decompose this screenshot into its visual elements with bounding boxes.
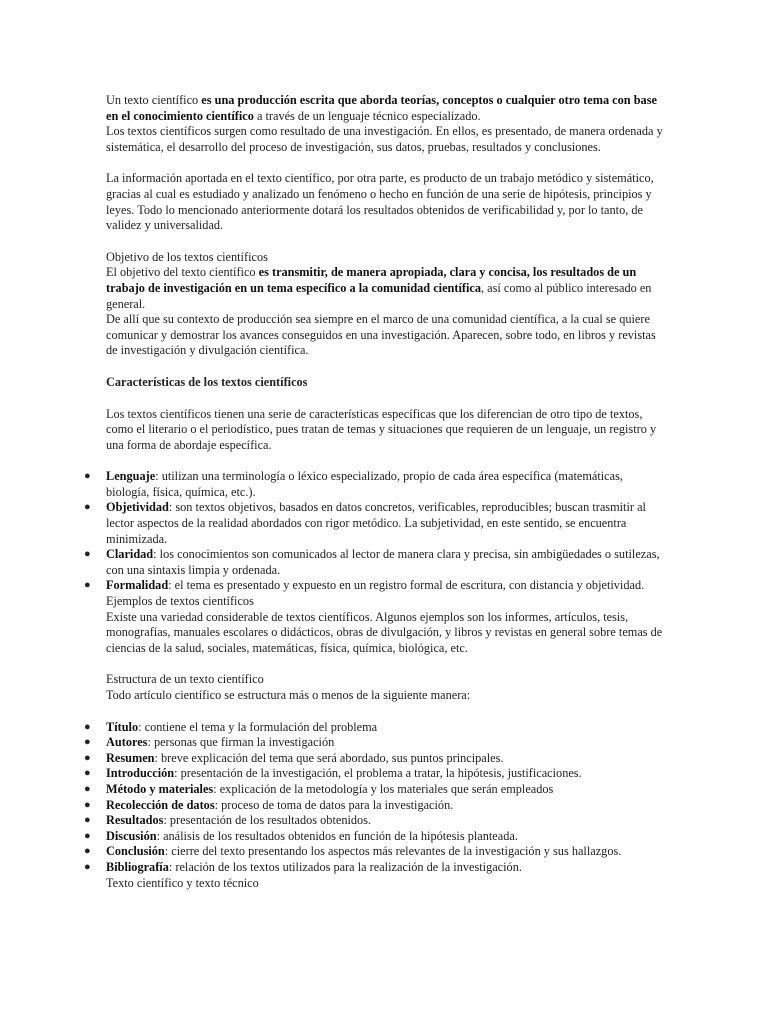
list-item [84,469,668,500]
list-item-desc: : breve explicación del tema que será abordado, sus puntos principales. [154,750,504,765]
list-item [84,766,668,782]
list-item-desc: : el tema es presentado y expuesto en un registro formal de escritura, con distancia y objetividad. [168,578,645,593]
list-item-desc: : cierre del texto presentando los aspectos más relevantes de la investigación y sus hallazgos. [164,844,622,859]
list-item [84,813,668,829]
bullet-icon: ● [84,501,91,514]
intro-paragraph-2: Los textos científicos surgen como resultado de una investigación. En ellos, es presentado, de manera ordenada y sistemática, el desarrollo del proceso de investigación, sus datos, pruebas, resultados y conclusiones. [106,124,663,154]
list-item-term: Introducción [106,766,175,781]
list-item-term: Método y materiales [106,781,214,796]
list-item-term: Bibliografía [106,859,169,874]
list-item-desc: : presentación de los resultados obtenidos. [163,813,372,828]
bullet-icon: ● [84,751,91,764]
list-item [84,781,668,798]
caracteristicas-list [84,469,668,594]
caracteristicas-intro: Los textos científicos tienen una serie de características específicas que los diferencian de otro tipo de textos, como el literario o el periodístico, pues tratan de temas y situaciones que requieren de un lenguaje, un registro y una forma de abordaje específica. [106,406,657,452]
list-item-desc: : los conocimientos son comunicados al lector de manera clara y precisa, sin ambigüedades o sutilezas, con una sintaxis limpia y ordenada. [106,547,660,577]
list-item [84,578,668,594]
bullet-icon: ● [84,814,91,827]
ejemplos-paragraph: Existe una variedad considerable de textos científicos. Algunos ejemplos son los informes, artículos, tesis, monografías, manuales escolares o didácticos, obras de divulgación, y libros y revistas en general sobre temas de ciencias de la salud, sociales, matemáticas, física, química, biológica, etc. [106,609,663,655]
trailing-heading: Texto científico y texto técnico [106,875,259,890]
list-item-desc: : son textos objetivos, basados en datos concretos, verificables, reproducibles; buscan trasmitir al lector aspectos de la realidad abordados con rigor metódico. La subjetividad, en este sentido, se encuentra minimizada. [106,500,646,546]
list-item [84,750,668,767]
objetivo-paragraph-2: De allí que su contexto de producción sea siempre en el marco de una comunidad científica, a la cual se quiere comunicar y demostrar los avances conseguidos en una investigación. Aparecen, sobre todo, en libros y revistas de investigación y divulgación científica. [106,312,656,358]
bullet-icon: ● [84,798,91,811]
list-item-desc: : proceso de toma de datos para la investigación. [214,797,454,812]
bullet-icon: ● [84,470,91,483]
list-item-term: Discusión [106,828,157,843]
list-item-term: Lenguaje [106,469,156,484]
list-item-desc: : análisis de los resultados obtenidos en función de la hipótesis planteada. [156,828,518,843]
bullet-icon: ● [84,829,91,842]
estructura-list [84,719,668,876]
bullet-icon: ● [84,579,91,592]
list-item-term: Autores [106,735,148,750]
intro-paragraph-3: La información aportada en el texto científico, por otra parte, es producto de un trabajo metódico y sistemático, gracias al cual es estudiado y analizado un fenómeno o hecho en función de una serie de hipótesis, principios y leyes. Todo lo mencionado anteriormente dotará los resultados obtenidos de verificabilidad y, por lo tanto, de validez y universalidad. [106,171,654,233]
list-item [84,859,668,876]
list-item-desc: : relación de los textos utilizados para la realización de la investigación. [168,859,522,874]
objetivo-text: El objetivo del texto científico [106,265,259,280]
bullet-icon: ● [84,845,91,858]
list-item [84,828,668,845]
bullet-icon: ● [84,767,91,780]
objetivo-paragraph-1 [106,265,668,312]
estructura-intro: Todo artículo científico se estructura más o menos de la siguiente manera: [106,688,471,702]
list-item-term: Resultados [106,813,164,828]
objetivo-heading: Objetivo de los textos científicos [106,249,268,264]
list-item-desc: : contiene el tema y la formulación del problema [138,719,378,734]
estructura-heading: Estructura de un texto científico [106,672,264,687]
list-item-desc: : presentación de la investigación, el problema a tratar, la hipótesis, justificaciones. [174,766,582,781]
bullet-icon: ● [84,736,91,749]
objetivo-bold-text: es transmitir, de manera apropiada, clara y concisa, los resultados de un trabajo de investigación en un tema específico a la comunidad científica [106,265,637,295]
objetivo-text-end: , así como al público interesado en general. [106,280,652,311]
list-item-term: Recolección de datos [106,797,215,812]
list-item-desc: : explicación de la metodología y los materiales que serán empleados [213,781,554,796]
list-item [84,719,668,736]
list-item [84,500,668,547]
list-item [84,797,668,814]
list-item-term: Resumen [106,750,155,765]
list-item-term: Título [106,719,139,734]
list-item-term: Conclusión [106,844,165,859]
caracteristicas-heading: Características de los textos científicos [106,374,308,389]
list-item [84,844,668,860]
list-item-desc: : personas que firman la investigación [147,735,335,750]
intro-bold-text: es una producción escrita que aborda teorías, conceptos o cualquier otro tema con base en el conocimiento científico [106,93,657,123]
list-item-term: Claridad [106,547,154,562]
bullet-icon: ● [84,720,91,733]
intro-text: Un texto científico [106,93,202,107]
bullet-icon: ● [84,782,91,795]
bullet-icon: ● [84,860,91,873]
intro-text-end: a través de un lenguaje técnico especializado. [253,108,481,123]
list-item-term: Formalidad [106,578,169,593]
list-item [84,735,668,751]
bullet-icon: ● [84,548,91,561]
intro-paragraph-1 [106,93,668,124]
list-item [84,547,668,578]
list-item-desc: : utilizan una terminología o léxico especializado, propio de cada área específica (matemáticas, biología, física, química, etc.). [106,469,623,499]
ejemplos-heading: Ejemplos de textos científicos [106,594,254,609]
list-item-term: Objetividad [106,500,169,515]
